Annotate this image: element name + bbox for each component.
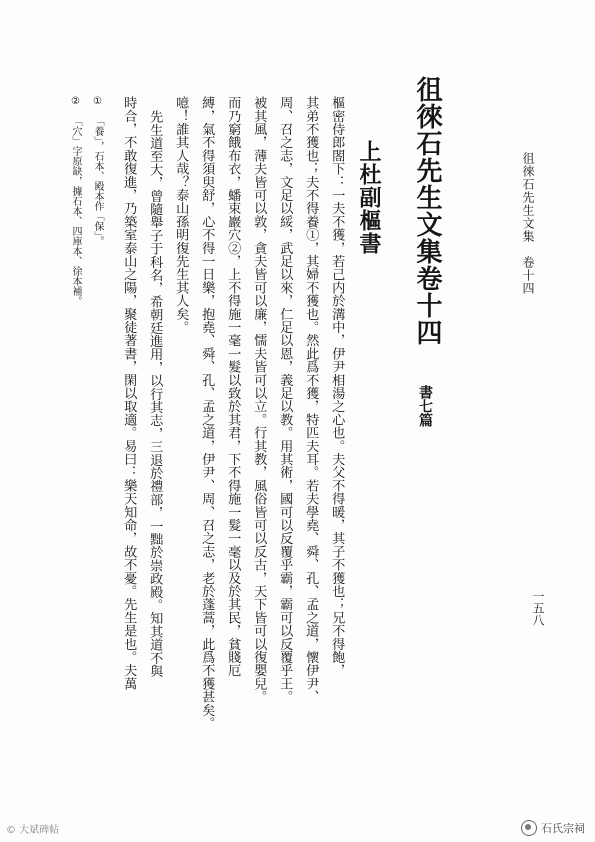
footnote-marker: ② xyxy=(70,96,81,107)
running-title: 徂徠石先生文集 卷十四 xyxy=(521,152,535,295)
section-label: 書七篇 xyxy=(417,385,433,427)
body-line: 縛，氣不得須臾舒，心不得一日樂，抱堯、舜、孔、孟之道，伊尹、周、召之志，老於蓬蒿，此爲不獲甚矣。 xyxy=(199,96,215,730)
footnote-text: 「穴」字原缺，據石本、四庫本、徐本補。 xyxy=(70,116,81,306)
book-title: 徂徠石先生文集卷十四 xyxy=(412,76,442,346)
body-line: 先生道至大，曾隨舉子于科名，希朝廷進用，以行其志，三退於禮部，一黜於崇政殿。知其道不與 xyxy=(147,110,163,678)
body-line: 噫！誰其人哉？泰山孫明復先生其人矣。 xyxy=(173,96,189,334)
body-line: 周、召之志，文足以綏，武足以來，仁足以恩，義足以教。用其術，國可以反覆乎霸，霸可以反覆乎王。 xyxy=(277,96,293,704)
body-line: 其弟不獲也；夫不得養①，其婦不獲也。然此爲不獲，特匹夫耳。若夫學堯、舜、孔、孟之道，懷伊尹、 xyxy=(303,96,319,704)
body-line: 時合，不敢復進，乃築室泰山之陽，聚徒著書，閑以取適。易曰：樂天知命，故不憂。先生是也。夫萬 xyxy=(121,96,137,690)
body-line: 被其風，薄夫皆可以敦，貪夫皆可以廉，懦夫皆可以立。行其教，風俗皆可以反古，天下皆可以復嬰兒。 xyxy=(251,96,267,704)
letter-heading: 上杜副樞書 xyxy=(356,140,382,255)
page-number: 一五八 xyxy=(531,590,545,626)
footnote-marker: ① xyxy=(92,96,103,107)
watermark-left: © 大斌碑帖 xyxy=(6,825,60,836)
wechat-icon xyxy=(521,820,537,836)
watermark-right xyxy=(521,820,585,836)
body-line: 樞密侍郎閤下：一夫不獲，若己内於溝中，伊尹相湯之心也。夫父不得暖，其子不獲也；兄不得飽， xyxy=(329,96,345,677)
watermark-right-label: 石氏宗祠 xyxy=(541,822,585,835)
body-line: 而乃窮餓布衣，蟠束巖穴②，上不得施一毫一髮以致於其君，下不得施一髮一毫以及於其民，貧賤厄 xyxy=(225,96,241,677)
footnote-text: 「養」，石本、殿本作「保」。 xyxy=(92,116,103,246)
